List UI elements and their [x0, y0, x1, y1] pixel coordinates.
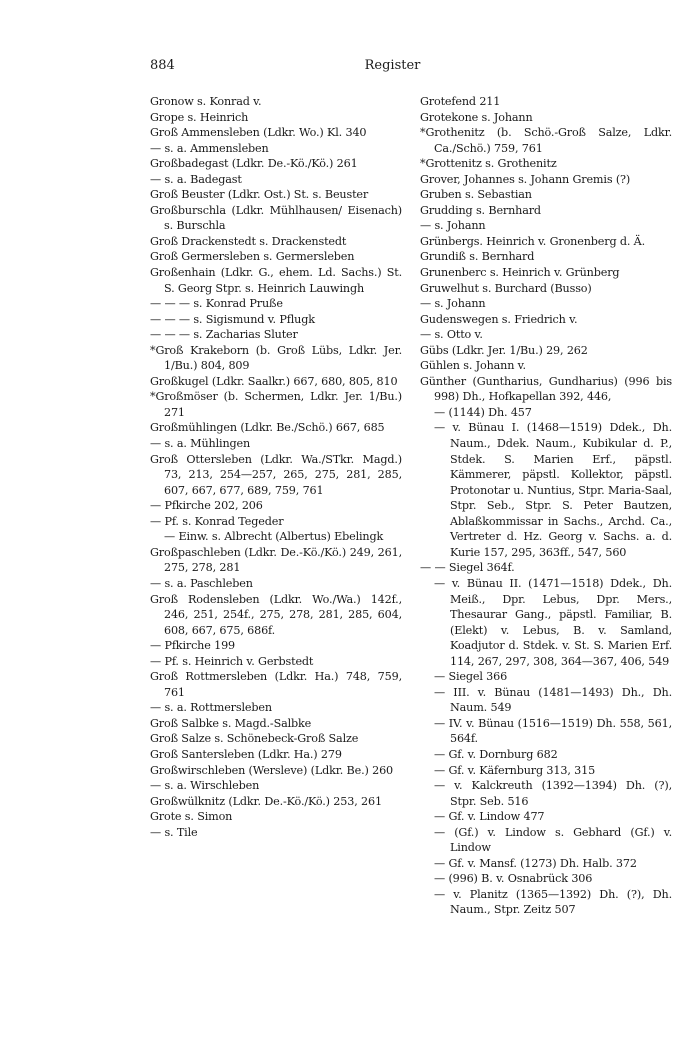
- index-column-left: [150, 94, 402, 840]
- index-entry: — s. Otto v.: [420, 328, 483, 342]
- index-entry: — v. Kalckreuth (1392—1394) Dh. (?), Stpr. Seb. 516: [434, 779, 672, 808]
- index-entry: Groß Germersleben s. Germersleben: [150, 250, 355, 264]
- index-entry: — s. Johann: [420, 297, 486, 311]
- index-entry: — Pf. s. Heinrich v. Gerbstedt: [150, 654, 314, 668]
- index-entry: — Gf. v. Lindow 477: [434, 810, 545, 824]
- index-entry: Gronow s. Konrad v.: [150, 95, 262, 108]
- index-entry: Grotekone s. Johann: [420, 110, 533, 124]
- index-entry: *Grottenitz s. Grothenitz: [420, 157, 557, 171]
- index-entry: — — — s. Sigismund v. Pflugk: [150, 312, 315, 326]
- index-entry: — (1144) Dh. 457: [434, 405, 532, 419]
- index-entry: — Gf. v. Käfernburg 313, 315: [434, 763, 596, 777]
- index-entry: Grope s. Heinrich: [150, 110, 249, 124]
- index-entry: Groß Salbke s. Magd.-Salbke: [150, 716, 312, 730]
- index-entry: Gudenswegen s. Friedrich v.: [420, 312, 578, 326]
- index-entry: *Grothenitz (b. Schö.-Groß Salze, Ldkr. Ca./Schö.) 759, 761: [420, 126, 672, 155]
- index-entry: — Pfkirche 199: [150, 639, 236, 653]
- index-entry: Großburschla (Ldkr. Mühlhausen/ Eisenach) s. Burschla: [150, 203, 402, 233]
- index-entry: — s. a. Paschleben: [150, 576, 253, 590]
- index-entry: Großmühlingen (Ldkr. Be./Schö.) 667, 685: [150, 421, 385, 435]
- index-entry: — v. Bünau I. (1468—1519) Ddek., Dh. Naum., Ddek. Naum., Kubikular d. P., Stdek. S. Marien Erf., päpstl. Kämmerer, päpstl. Kollektor, päpstl. Protonotar u. Nuntius, Stpr. Maria-Saal, Stpr. Seb., Stpr. S. Peter Bautzen, Ablaßkommissar in Sachs., Archd. Ca., Vertreter d. Hz. Georg v. Sachs. a. d. Kurie 157, 295, 363ff., 547, 560: [434, 421, 672, 559]
- index-entry: Großwirschleben (Wersleve) (Ldkr. Be.) 260: [150, 763, 394, 777]
- index-entry: Grote s. Simon: [150, 810, 233, 824]
- index-entry: Groß Ottersleben (Ldkr. Wa./STkr. Magd.) 73, 213, 254—257, 265, 275, 281, 285, 607, 667, 677, 689, 759, 761: [150, 452, 402, 497]
- index-entry: — (996) B. v. Osnabrück 306: [434, 872, 593, 886]
- index-entry: Günther (Guntharius, Gundharius) (996 bis 998) Dh., Hofkapellan 392, 446,: [420, 374, 672, 404]
- index-entry: — — Siegel 364f.: [420, 561, 515, 575]
- index-entry: — IV. v. Bünau (1516—1519) Dh. 558, 561, 564f.: [434, 716, 672, 746]
- index-entry: — III. v. Bünau (1481—1493) Dh., Dh. Naum. 549: [434, 685, 672, 715]
- running-title: Register: [364, 58, 421, 73]
- index-entry: Gruwelhut s. Burchard (Busso): [420, 281, 592, 295]
- index-entry: — Pfkirche 202, 206: [150, 499, 263, 513]
- index-entry: — s. a. Ammensleben: [150, 141, 269, 155]
- index-entry: Großbadegast (Ldkr. De.-Kö./Kö.) 261: [150, 157, 358, 171]
- index-entry: Groß Ammensleben (Ldkr. Wo.) Kl. 340: [150, 126, 367, 140]
- page-number: 884: [150, 58, 175, 73]
- index-entry: — Pf. s. Konrad Tegeder: [150, 514, 284, 528]
- index-entry: — Einw. s. Albrecht (Albertus) Ebelingk: [164, 530, 384, 544]
- index-entry: — v. Bünau II. (1471—1518) Ddek., Dh. Meiß., Dpr. Lebus, Dpr. Mers., Thesaurar Gang., päpstl. Familiar, B. (Elekt) v. Lebus, B. v. Samland, Koadjutor d. Stdek. v. St. S. Marien Erf. 114, 267, 297, 308, 364—367, 406, 549: [434, 576, 672, 668]
- index-column-right: [420, 94, 672, 918]
- index-entry: Großenhain (Ldkr. G., ehem. Ld. Sachs.) St. S. Georg Stpr. s. Heinrich Lauwingh: [150, 266, 402, 295]
- index-entry: Großwülknitz (Ldkr. De.-Kö./Kö.) 253, 261: [150, 794, 382, 808]
- index-entry: Gübs (Ldkr. Jer. 1/Bu.) 29, 262: [420, 343, 588, 357]
- index-entry: — s. Johann: [420, 219, 486, 233]
- index-entry: Groß Beuster (Ldkr. Ost.) St. s. Beuster: [150, 188, 369, 202]
- index-entry: — s. a. Badegast: [150, 172, 242, 186]
- index-entry: Groß Santersleben (Ldkr. Ha.) 279: [150, 747, 342, 761]
- index-entry: Grotefend 211: [420, 95, 501, 108]
- index-entry: Gruben s. Sebastian: [420, 188, 532, 202]
- index-entry: — — — s. Konrad Pruße: [150, 297, 283, 311]
- index-entry: Grover, Johannes s. Johann Gremis (?): [420, 172, 631, 186]
- index-entry: — v. Planitz (1365—1392) Dh. (?), Dh. Naum., Stpr. Zeitz 507: [434, 887, 672, 917]
- index-entry: — s. a. Mühlingen: [150, 437, 251, 451]
- index-entry: Groß Rodensleben (Ldkr. Wo./Wa.) 142f., 246, 251, 254f., 275, 278, 281, 285, 604, 608, 667, 675, 686f.: [150, 592, 402, 637]
- index-entry: Großpaschleben (Ldkr. De.-Kö./Kö.) 249, 261, 275, 278, 281: [150, 545, 402, 575]
- index-entry: — Gf. v. Dornburg 682: [434, 747, 558, 761]
- page-header: [150, 58, 670, 76]
- index-entry: — Gf. v. Mansf. (1273) Dh. Halb. 372: [434, 856, 637, 870]
- index-entry: Grudding s. Bernhard: [420, 203, 541, 217]
- index-entry: Groß Drackenstedt s. Drackenstedt: [150, 234, 347, 248]
- index-entry: — — — s. Zacharias Sluter: [150, 328, 298, 342]
- index-entry: — s. Tile: [150, 825, 198, 839]
- index-entry: Groß Salze s. Schönebeck-Groß Salze: [150, 732, 359, 746]
- index-entry: — s. a. Wirschleben: [150, 779, 260, 793]
- index-entry: — s. a. Rottmersleben: [150, 701, 272, 715]
- index-entry: Grundiß s. Bernhard: [420, 250, 535, 264]
- index-entry: — (Gf.) v. Lindow s. Gebhard (Gf.) v. Lindow: [434, 825, 672, 855]
- index-entry: Grünbergs. Heinrich v. Gronenberg d. Ä.: [420, 234, 646, 248]
- index-entry: *Großmöser (b. Schermen, Ldkr. Jer. 1/Bu.) 271: [150, 390, 402, 419]
- index-entry: Groß Rottmersleben (Ldkr. Ha.) 748, 759, 761: [150, 670, 402, 699]
- index-entry: Gühlen s. Johann v.: [420, 359, 526, 373]
- index-entry: *Groß Krakeborn (b. Groß Lübs, Ldkr. Jer. 1/Bu.) 804, 809: [150, 343, 402, 373]
- index-entry: Großkugel (Ldkr. Saalkr.) 667, 680, 805, 810: [150, 374, 398, 388]
- index-entry: — Siegel 366: [434, 670, 508, 684]
- index-entry: Grunenberc s. Heinrich v. Grünberg: [420, 266, 620, 280]
